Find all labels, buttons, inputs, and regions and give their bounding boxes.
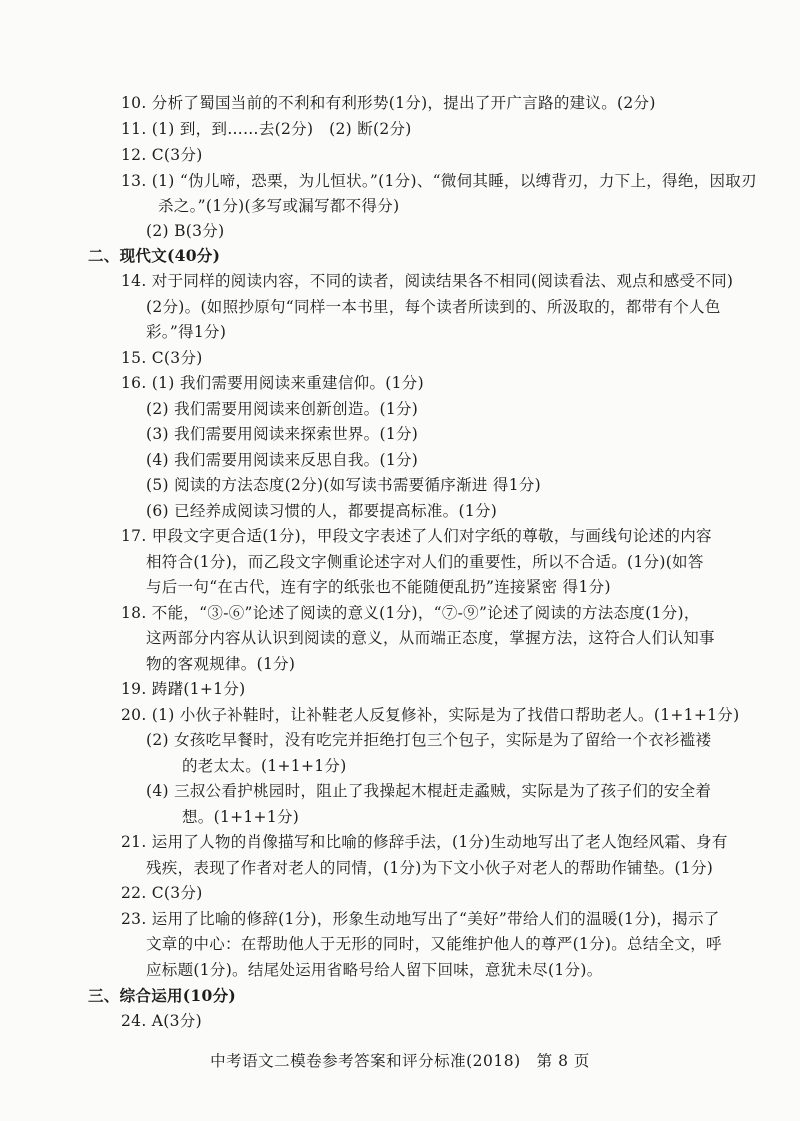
answer-16-2: (2) 我们需要用阅读来创新创造。(1分) bbox=[146, 400, 419, 418]
answer-14-cont-1: (2分)。(如照抄原句“同样一本书里，每个读者所读到的、所汲取的，都带有个人色 bbox=[146, 298, 721, 316]
page-footer: 中考语文二模卷参考答案和评分标准(2018) 第 8 页 bbox=[210, 1052, 590, 1070]
answer-14-cont-2: 彩。”得1分) bbox=[146, 323, 227, 341]
answer-10: 10. 分析了蜀国当前的不利和有利形势(1分)，提出了开广言路的建议。(2分) bbox=[121, 94, 656, 112]
answer-19: 19. 踌躇(1+1分) bbox=[121, 680, 246, 698]
answer-14: 14. 对于同样的阅读内容，不同的读者，阅读结果各不相同(阅读看法、观点和感受不同) bbox=[121, 272, 734, 290]
answer-18-cont-2: 物的客观规律。(1分) bbox=[146, 655, 296, 673]
answer-20-2: (2) 女孩吃早餐时，没有吃完并拒绝打包三个包子，实际是为了留给一个衣衫褴褛 bbox=[146, 731, 712, 749]
answer-13-cont: 杀之。”(1分)(多写或漏写都不得分) bbox=[158, 197, 400, 215]
answer-17-cont-2: 与后一句“在古代，连有字的纸张也不能随便乱扔”连接紧密 得1分) bbox=[146, 578, 611, 596]
answer-21: 21. 运用了人物的肖像描写和比喻的修辞手法，(1分)生动地写出了老人饱经风霜、身有 bbox=[121, 833, 728, 851]
answer-12: 12. C(3分) bbox=[121, 146, 203, 164]
answer-16: 16. (1) 我们需要用阅读来重建信仰。(1分) bbox=[121, 374, 424, 392]
answer-18-cont-1: 这两部分内容从认识到阅读的意义，从而端正态度，掌握方法，这符合人们认知事 bbox=[146, 629, 715, 647]
answer-23-cont-1: 文章的中心：在帮助他人于无形的同时，又能维护他人的尊严(1分)。总结全文，呼 bbox=[146, 935, 722, 953]
answer-17: 17. 甲段文字更合适(1分)，甲段文字表述了人们对字纸的尊敬，与画线句论述的内容 bbox=[121, 527, 712, 545]
answer-18: 18. 不能，“③-⑥”论述了阅读的意义(1分)，“⑦-⑨”论述了阅读的方法态度(1分)， bbox=[121, 604, 700, 622]
answer-16-5: (5) 阅读的方法态度(2分)(如写读书需要循序渐进 得1分) bbox=[146, 476, 542, 494]
answer-16-6: (6) 已经养成阅读习惯的人，都要提高标准。(1分) bbox=[146, 502, 498, 520]
answer-20-4-cont: 想。(1+1+1分) bbox=[182, 808, 300, 826]
answer-13: 13. (1) “伪儿啼，恐栗，为儿恒状。”(1分)、“微伺其睡，以缚背刃，力下上，得绝，因取刃 bbox=[121, 172, 757, 190]
answer-23: 23. 运用了比喻的修辞(1分)，形象生动地写出了“美好”带给人们的温暖(1分)，揭示了 bbox=[121, 910, 720, 928]
answer-13-2: (2) B(3分) bbox=[146, 222, 225, 240]
answer-23-cont-2: 应标题(1分)。结尾处运用省略号给人留下回味，意犹未尽(1分)。 bbox=[146, 961, 603, 979]
section-heading-integrated-use: 三、综合运用(10分) bbox=[88, 986, 237, 1005]
answer-20: 20. (1) 小伙子补鞋时，让补鞋老人反复修补，实际是为了找借口帮助老人。(1+1+1分) bbox=[121, 706, 740, 724]
answer-17-cont-1: 相符合(1分)，而乙段文字侧重论述字对人们的重要性，所以不合适。(1分)(如答 bbox=[146, 553, 704, 571]
answer-20-2-cont: 的老太太。(1+1+1分) bbox=[182, 757, 347, 775]
answer-20-4: (4) 三叔公看护桃园时，阻止了我操起木棍赶走蟊贼，实际是为了孩子们的安全着 bbox=[146, 782, 712, 800]
answer-21-cont: 残疾，表现了作者对老人的同情，(1分)为下文小伙子对老人的帮助作铺垫。(1分) bbox=[146, 859, 714, 877]
answer-16-4: (4) 我们需要用阅读来反思自我。(1分) bbox=[146, 451, 419, 469]
answer-22: 22. C(3分) bbox=[121, 884, 203, 902]
section-heading-modern-text: 二、现代文(40分) bbox=[88, 246, 221, 265]
answer-24: 24. A(3分) bbox=[121, 1012, 202, 1030]
answer-15: 15. C(3分) bbox=[121, 349, 203, 367]
answer-16-3: (3) 我们需要用阅读来探索世界。(1分) bbox=[146, 425, 419, 443]
answer-11: 11. (1) 到，到……去(2分) (2) 断(2分) bbox=[121, 120, 412, 138]
